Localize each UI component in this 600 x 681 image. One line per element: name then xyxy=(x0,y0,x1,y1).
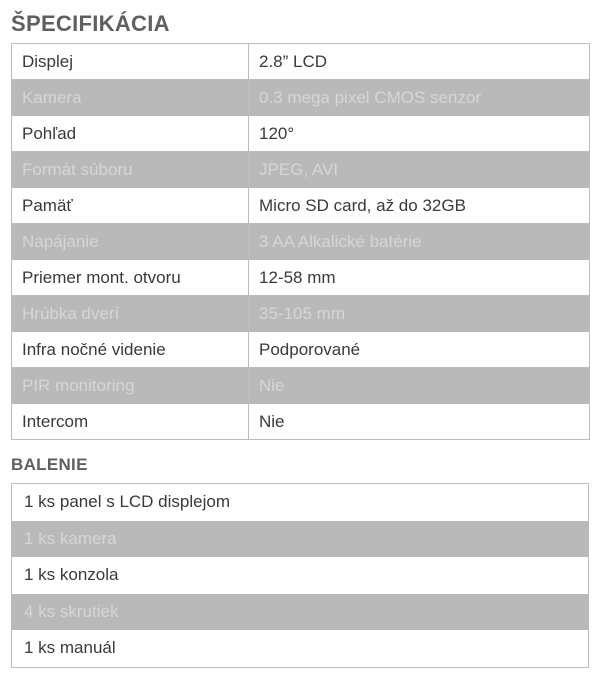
spec-value: 12-58 mm xyxy=(249,260,590,296)
spec-value: 3 AA Alkalické batérie xyxy=(249,224,590,260)
spec-label: Pamäť xyxy=(12,188,249,224)
specification-table xyxy=(11,43,590,440)
spec-row-hole-diameter xyxy=(12,260,590,296)
spec-label: PIR monitoring xyxy=(12,368,249,404)
spec-label: Napájanie xyxy=(12,224,249,260)
spec-label: Displej xyxy=(12,44,249,80)
spec-row-night-vision xyxy=(12,332,590,368)
spec-value: Podporované xyxy=(249,332,590,368)
spec-row-file-format xyxy=(12,152,590,188)
spec-value: 35-105 mm xyxy=(249,296,590,332)
spec-row-display xyxy=(12,44,590,80)
spec-value: 2.8” LCD xyxy=(249,44,590,80)
spec-value: JPEG, AVI xyxy=(249,152,590,188)
spec-label: Priemer mont. otvoru xyxy=(12,260,249,296)
package-title: BALENIE xyxy=(11,455,88,474)
package-list xyxy=(11,483,589,668)
spec-label: Hrúbka dverí xyxy=(12,296,249,332)
spec-value: Nie xyxy=(249,404,590,440)
spec-row-intercom xyxy=(12,404,590,440)
spec-row-pir-monitoring xyxy=(12,368,590,404)
specification-title: ŠPECIFIKÁCIA xyxy=(11,11,170,36)
package-item: 4 ks skrutiek xyxy=(12,594,588,631)
spec-label: Infra nočné videnie xyxy=(12,332,249,368)
spec-row-memory xyxy=(12,188,590,224)
package-item: 1 ks manuál xyxy=(12,630,588,667)
spec-value: 0.3 mega pixel CMOS senzor xyxy=(249,80,590,116)
spec-label: Kamera xyxy=(12,80,249,116)
spec-row-camera xyxy=(12,80,590,116)
spec-row-view-angle xyxy=(12,116,590,152)
package-item: 1 ks kamera xyxy=(12,521,588,558)
spec-value: 120° xyxy=(249,116,590,152)
package-item: 1 ks panel s LCD displejom xyxy=(12,484,588,521)
package-item: 1 ks konzola xyxy=(12,557,588,594)
spec-row-power xyxy=(12,224,590,260)
spec-label: Intercom xyxy=(12,404,249,440)
spec-label: Formát súboru xyxy=(12,152,249,188)
spec-row-door-thickness xyxy=(12,296,590,332)
spec-label: Pohľad xyxy=(12,116,249,152)
spec-value: Nie xyxy=(249,368,590,404)
spec-value: Micro SD card, až do 32GB xyxy=(249,188,590,224)
